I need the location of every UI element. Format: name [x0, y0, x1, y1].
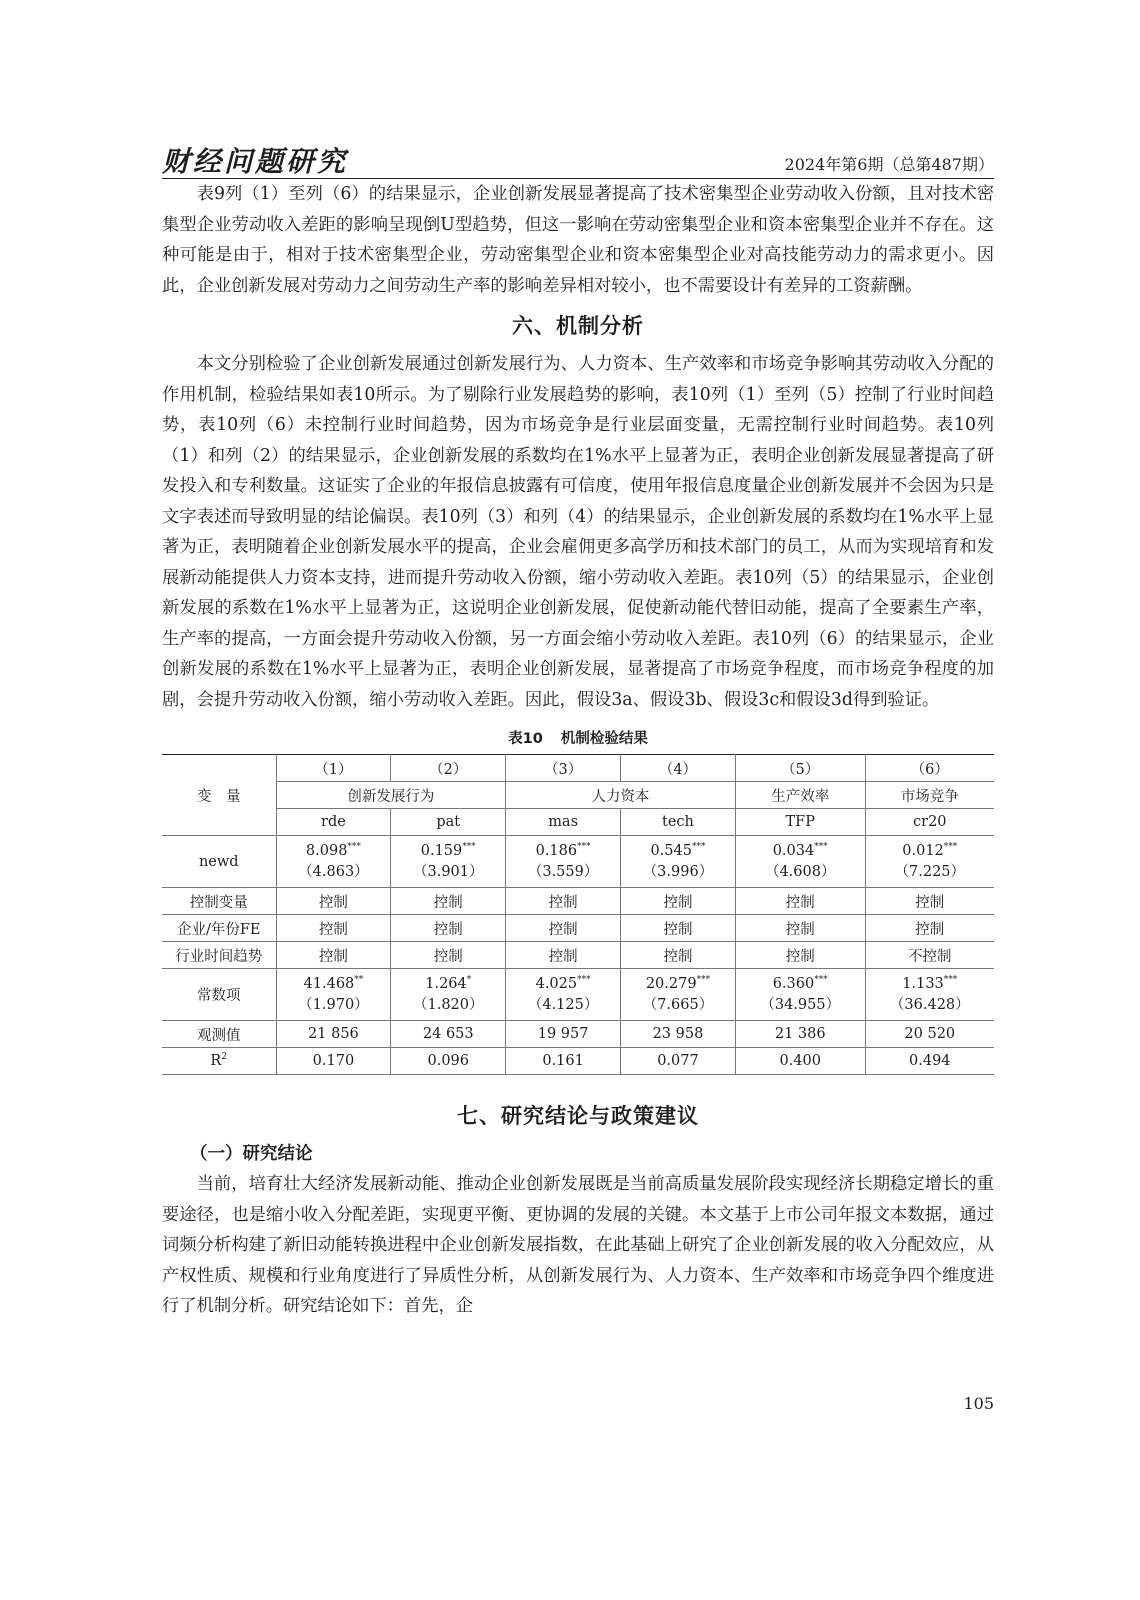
table-caption: [162, 727, 994, 748]
table-cell: 控制: [865, 888, 994, 915]
table-cell: 0.400: [735, 1048, 865, 1075]
running-header: [162, 138, 994, 179]
table-cell: 控制: [735, 942, 865, 969]
table-row-r-squared: [162, 1048, 994, 1075]
row-label: $R^2$: [162, 1048, 276, 1075]
t-stat: （4.863）: [298, 863, 369, 880]
t-stat: （3.559）: [527, 863, 599, 880]
group-header: 市场竞争: [865, 782, 994, 809]
table-cell: 控制: [276, 888, 391, 915]
significance: ***: [347, 841, 361, 852]
significance: ***: [462, 841, 476, 852]
significance: ***: [943, 974, 958, 985]
t-stat: （4.125）: [527, 996, 599, 1013]
coef: 0.034: [772, 842, 815, 859]
depvar-header: rde: [276, 809, 391, 836]
table-cell: 19 957: [506, 1021, 621, 1048]
variable-header: 变 量: [162, 755, 276, 836]
row-label: 控制变量: [162, 888, 276, 915]
table-row-industry-trend: [162, 942, 994, 969]
table-cell: 控制: [391, 888, 506, 915]
table-cell: 控制: [735, 888, 865, 915]
paragraph-mechanism: 本文分别检验了企业创新发展通过创新发展行为、人力资本、生产效率和市场竞争影响其劳动收入分配的作用机制，检验结果如表10所示。为了剔除行业发展趋势的影响，表10列（1）至列（5）控制了行业时间趋势，表10列（6）未控制行业时间趋势，因为市场竞争是行业层面变量，无需控制行业时间趋势。表10列（1）和列（2）的结果显示，企业创新发展的系数均在1%水平上显著为正，表明企业创新发展显著提高了研发投入和专利数量。这证实了企业的年报信息披露有可信度，使用年报信息度量企业创新发展并不会因为只是文字表述而导致明显的结论偏误。表10列（3）和列（4）的结果显示，企业创新发展的系数均在1%水平上显著为正，表明随着企业创新发展水平的提高，企业会雇佣更多高学历和技术部门的员工，从而为实现培育和发展新动能提供人力资本支持，进而提升劳动收入份额，缩小劳动收入差距。表10列（5）的结果显示，企业创新发展的系数在1%水平上显著为正，这说明企业创新发展，促使新动能代替旧动能，提高了全要素生产率，生产率的提高，一方面会提升劳动收入份额，另一方面会缩小劳动收入差距。表10列（6）的结果显示，企业创新发展的系数在1%水平上显著为正，表明企业创新发展，显著提高了市场竞争程度，而市场竞争程度的加剧，会提升劳动收入份额，缩小劳动收入差距。因此，假设3a、假设3b、假设3c和假设3d得到验证。: [162, 354, 994, 710]
superscript: 2: [221, 1052, 228, 1063]
table-cell: [865, 836, 994, 888]
table-header-row-depvars: [162, 809, 994, 836]
table-cell: 20 520: [865, 1021, 994, 1048]
depvar-header: TFP: [735, 809, 865, 836]
coef: 41.468: [303, 975, 355, 992]
mechanism-results-table: [162, 754, 994, 1075]
significance: ***: [814, 841, 828, 852]
table-cell: [735, 836, 865, 888]
table-cell: [391, 969, 506, 1021]
col-header: （2）: [391, 755, 506, 782]
table-number: 表10: [508, 731, 543, 747]
table-cell: 0.077: [621, 1048, 736, 1075]
table-cell: 不控制: [865, 942, 994, 969]
table-cell: [276, 969, 391, 1021]
table-cell: 控制: [621, 888, 736, 915]
table-row-newd: [162, 836, 994, 888]
row-label: 企业/年份FE: [162, 915, 276, 942]
row-label: 观测值: [162, 1021, 276, 1048]
coef: 4.025: [535, 975, 578, 992]
table-cell: 控制: [865, 915, 994, 942]
coef: 0.012: [902, 842, 944, 859]
t-stat: （4.608）: [764, 863, 836, 880]
table-cell: 控制: [391, 915, 506, 942]
coef: 20.279: [645, 975, 697, 992]
table-cell: [506, 969, 621, 1021]
paper-page: [162, 138, 994, 1413]
table-cell: [621, 836, 736, 888]
table-cell: 控制: [506, 942, 621, 969]
coef: 0.545: [650, 842, 692, 859]
table-cell: 21 386: [735, 1021, 865, 1048]
significance: ***: [943, 841, 958, 852]
table-cell: [621, 969, 736, 1021]
table-cell: [276, 836, 391, 888]
significance: ***: [577, 841, 591, 852]
table-row-fixed-effects: [162, 915, 994, 942]
section-heading-mechanism: 六、机制分析: [512, 314, 644, 338]
paragraph-table9-result: 表9列（1）至列（6）的结果显示，企业创新发展显著提高了技术密集型企业劳动收入份额，且对技术密集型企业劳动收入差距的影响呈现倒U型趋势，但这一影响在劳动密集型企业和资本密集型企业并不存在。这种可能是由于，相对于技术密集型企业，劳动密集型企业和资本密集型企业对高技能劳动力的需求更小。因此，企业创新发展对劳动力之间劳动生产率的影响差异相对较小，也不需要设计有差异的工资薪酬。: [162, 184, 994, 296]
depvar-header: mas: [506, 809, 621, 836]
group-header: 人力资本: [506, 782, 736, 809]
table-cell: 控制: [735, 915, 865, 942]
significance: **: [354, 974, 364, 985]
table-cell: 控制: [391, 942, 506, 969]
row-label: newd: [162, 836, 276, 888]
significance: ***: [696, 974, 711, 985]
table-cell: 0.161: [506, 1048, 621, 1075]
significance: ***: [691, 841, 706, 852]
col-header: （6）: [865, 755, 994, 782]
table-cell: 0.494: [865, 1048, 994, 1075]
row-label: 行业时间趋势: [162, 942, 276, 969]
col-header: （1）: [276, 755, 391, 782]
table-cell: 0.096: [391, 1048, 506, 1075]
table-cell: 0.170: [276, 1048, 391, 1075]
table-cell: 控制: [506, 888, 621, 915]
significance: *: [466, 974, 472, 985]
table-cell: 控制: [621, 942, 736, 969]
issue-info: 2024年第6期（总第487期）: [784, 155, 994, 174]
col-header: （3）: [506, 755, 621, 782]
coef: 0.186: [535, 842, 578, 859]
col-header: （4）: [621, 755, 736, 782]
t-stat: （7.225）: [894, 863, 966, 880]
table-cell: 控制: [276, 915, 391, 942]
coef: 0.159: [420, 842, 463, 859]
depvar-header: cr20: [865, 809, 994, 836]
table-cell: 控制: [621, 915, 736, 942]
table-cell: [391, 836, 506, 888]
t-stat: （3.901）: [413, 863, 484, 880]
table-cell: 控制: [506, 915, 621, 942]
table-row-observations: [162, 1021, 994, 1048]
paragraph-conclusions: 当前，培育壮大经济发展新动能、推动企业创新发展既是当前高质量发展阶段实现经济长期稳定增长的重要途径，也是缩小收入分配差距，实现更平衡、更协调的发展的关键。本文基于上市公司年报文本数据，通过词频分析构建了新旧动能转换进程中企业创新发展指数，在此基础上研究了企业创新发展的收入分配效应，从产权性质、规模和行业角度进行了异质性分析，从创新发展行为、人力资本、生产效率和市场竞争四个维度进行了机制分析。研究结论如下：首先，企: [162, 1174, 994, 1316]
t-stat: （36.428）: [889, 996, 970, 1013]
group-header: 创新发展行为: [276, 782, 506, 809]
t-stat: （34.955）: [760, 996, 841, 1013]
table-cell: [865, 969, 994, 1021]
depvar-header: tech: [621, 809, 736, 836]
t-stat: （1.970）: [298, 996, 369, 1013]
table-title: 机制检验结果: [560, 731, 648, 747]
row-label: 常数项: [162, 969, 276, 1021]
t-stat: （1.820）: [413, 996, 484, 1013]
section-heading-conclusions: 七、研究结论与政策建议: [457, 1104, 699, 1128]
significance: ***: [577, 974, 591, 985]
t-stat: （3.996）: [642, 863, 714, 880]
table-header-row-groups: [162, 782, 994, 809]
table-cell: [506, 836, 621, 888]
coef: 6.360: [772, 975, 815, 992]
table-row-controls: [162, 888, 994, 915]
coef: 1.133: [902, 975, 944, 992]
t-stat: （7.665）: [642, 996, 714, 1013]
table-cell: [735, 969, 865, 1021]
table-cell: 21 856: [276, 1021, 391, 1048]
group-header: 生产效率: [735, 782, 865, 809]
coef: 8.098: [305, 842, 348, 859]
coef: 1.264: [425, 975, 467, 992]
col-header: （5）: [735, 755, 865, 782]
depvar-header: pat: [391, 809, 506, 836]
table-cell: 控制: [276, 942, 391, 969]
table-row-constant: [162, 969, 994, 1021]
table-cell: 23 958: [621, 1021, 736, 1048]
journal-logo: 财经问题研究: [162, 145, 349, 178]
significance: ***: [814, 974, 828, 985]
page-number: 105: [963, 1394, 994, 1413]
table-cell: 24 653: [391, 1021, 506, 1048]
table-header-row-cols: [162, 755, 994, 782]
subsection-heading-conclusions: （一）研究结论: [190, 1144, 313, 1164]
